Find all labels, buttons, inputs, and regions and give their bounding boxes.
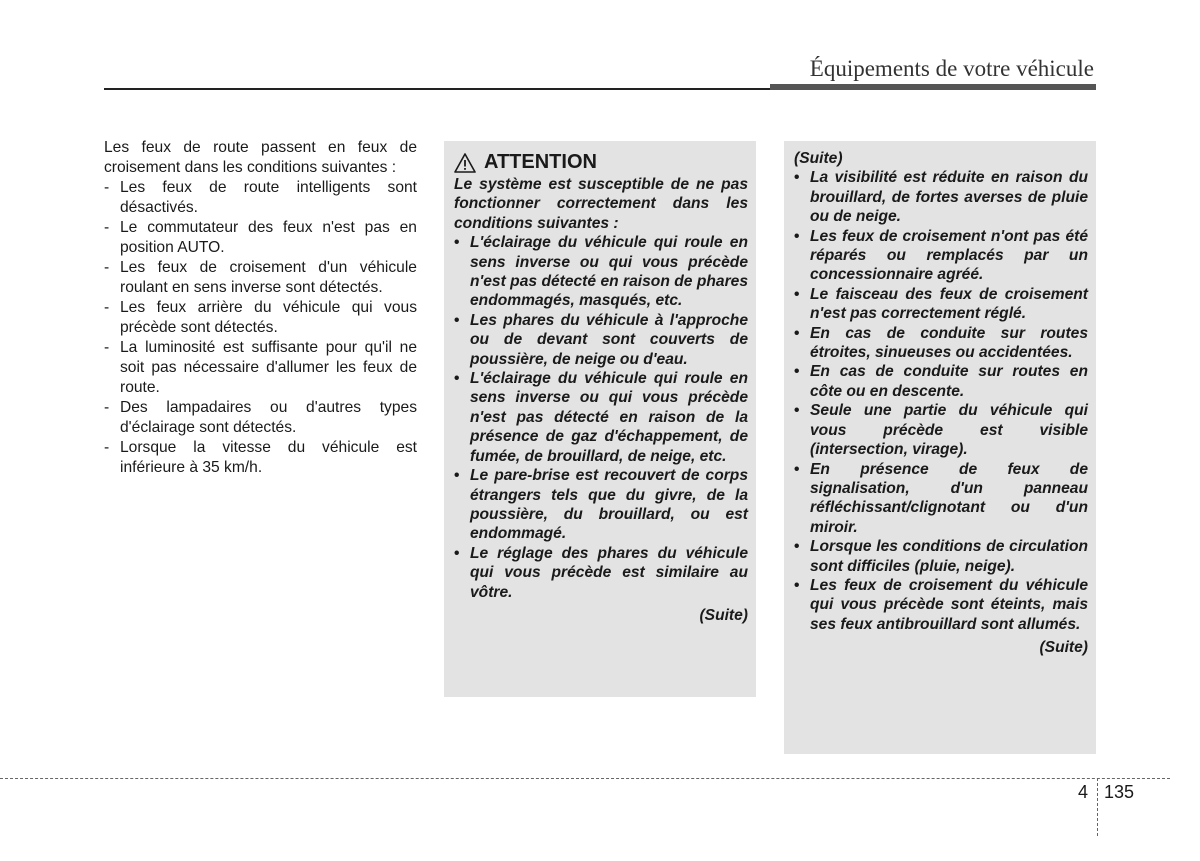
list-item: • Les phares du véhicule à l'approche ou de devant sont couverts de poussière, de neige ou d'eau. bbox=[454, 311, 748, 369]
list-item: - Les feux arrière du véhicule qui vous précède sont détectés. bbox=[104, 298, 417, 338]
list-item: • Le faisceau des feux de croisement n'est pas correctement réglé. bbox=[794, 285, 1088, 324]
list-item: • En présence de feux de signalisation, d'un panneau réfléchissant/clignotant ou d'un miroir. bbox=[794, 460, 1088, 538]
list-item: • Le réglage des phares du véhicule qui vous précède est similaire au vôtre. bbox=[454, 544, 748, 602]
attention-box bbox=[444, 141, 756, 697]
list-item: • Les feux de croisement n'ont pas été réparés ou remplacés par un concessionnaire agréé. bbox=[794, 227, 1088, 285]
list-item: - Des lampadaires ou d'autres types d'éclairage sont détectés. bbox=[104, 398, 417, 438]
list-item: • Lorsque les conditions de circulation sont difficiles (pluie, neige). bbox=[794, 537, 1088, 576]
conditions-list bbox=[104, 178, 417, 478]
list-item: • L'éclairage du véhicule qui roule en sens inverse ou qui vous précède n'est pas détecté en raison de la présence de gaz d'échappement, de fumée, de brouillard, de neige, etc. bbox=[454, 369, 748, 466]
footer-rule bbox=[0, 778, 1170, 779]
list-item: - Lorsque la vitesse du véhicule est inférieure à 35 km/h. bbox=[104, 438, 417, 478]
attention-label: ATTENTION bbox=[484, 151, 597, 174]
list-item: • Les feux de croisement du véhicule qui vous précède sont éteints, mais ses feux antibrouillard sont allumés. bbox=[794, 576, 1088, 634]
continuation-list bbox=[794, 168, 1088, 634]
list-item: • Le pare-brise est recouvert de corps étrangers tels que du givre, de la poussière, du brouillard, ou est endommagé. bbox=[454, 466, 748, 544]
warning-triangle-icon bbox=[454, 153, 476, 173]
page-header-title: Équipements de votre véhicule bbox=[809, 56, 1094, 81]
column-left bbox=[104, 138, 417, 478]
list-item: • La visibilité est réduite en raison du brouillard, de fortes averses de pluie ou de neige. bbox=[794, 168, 1088, 226]
page-number: 135 bbox=[1104, 782, 1135, 802]
header-rule-thin bbox=[104, 88, 770, 90]
list-item: - Le commutateur des feux n'est pas en position AUTO. bbox=[104, 218, 417, 258]
continuation-box bbox=[784, 141, 1096, 754]
continuation-heading: (Suite) bbox=[794, 150, 843, 167]
list-item: • L'éclairage du véhicule qui roule en sens inverse ou qui vous précède n'est pas détecté en raison de phares endommagés, masqués, etc. bbox=[454, 233, 748, 311]
list-item: - La luminosité est suffisante pour qu'il ne soit pas nécessaire d'allumer les feux de route. bbox=[104, 338, 417, 398]
list-item: • En cas de conduite sur routes en côte ou en descente. bbox=[794, 362, 1088, 401]
attention-list bbox=[454, 233, 748, 602]
chapter-number: 4 bbox=[1078, 782, 1089, 802]
header-rule-thick bbox=[770, 84, 1096, 90]
attention-header bbox=[454, 153, 748, 173]
intro-paragraph: Les feux de route passent en feux de croisement dans les conditions suivantes : bbox=[104, 139, 417, 176]
attention-intro: Le système est susceptible de ne pas fonctionner correctement dans les conditions suivantes : bbox=[454, 176, 748, 232]
list-item: • Seule une partie du véhicule qui vous précède est visible (intersection, virage). bbox=[794, 401, 1088, 459]
list-item: - Les feux de route intelligents sont désactivés. bbox=[104, 178, 417, 218]
continued-label: (Suite) bbox=[699, 606, 748, 624]
footer-divider bbox=[1097, 778, 1098, 836]
list-item: • En cas de conduite sur routes étroites, sinueuses ou accidentées. bbox=[794, 324, 1088, 363]
list-item: - Les feux de croisement d'un véhicule roulant en sens inverse sont détectés. bbox=[104, 258, 417, 298]
continued-label: (Suite) bbox=[1039, 639, 1088, 657]
